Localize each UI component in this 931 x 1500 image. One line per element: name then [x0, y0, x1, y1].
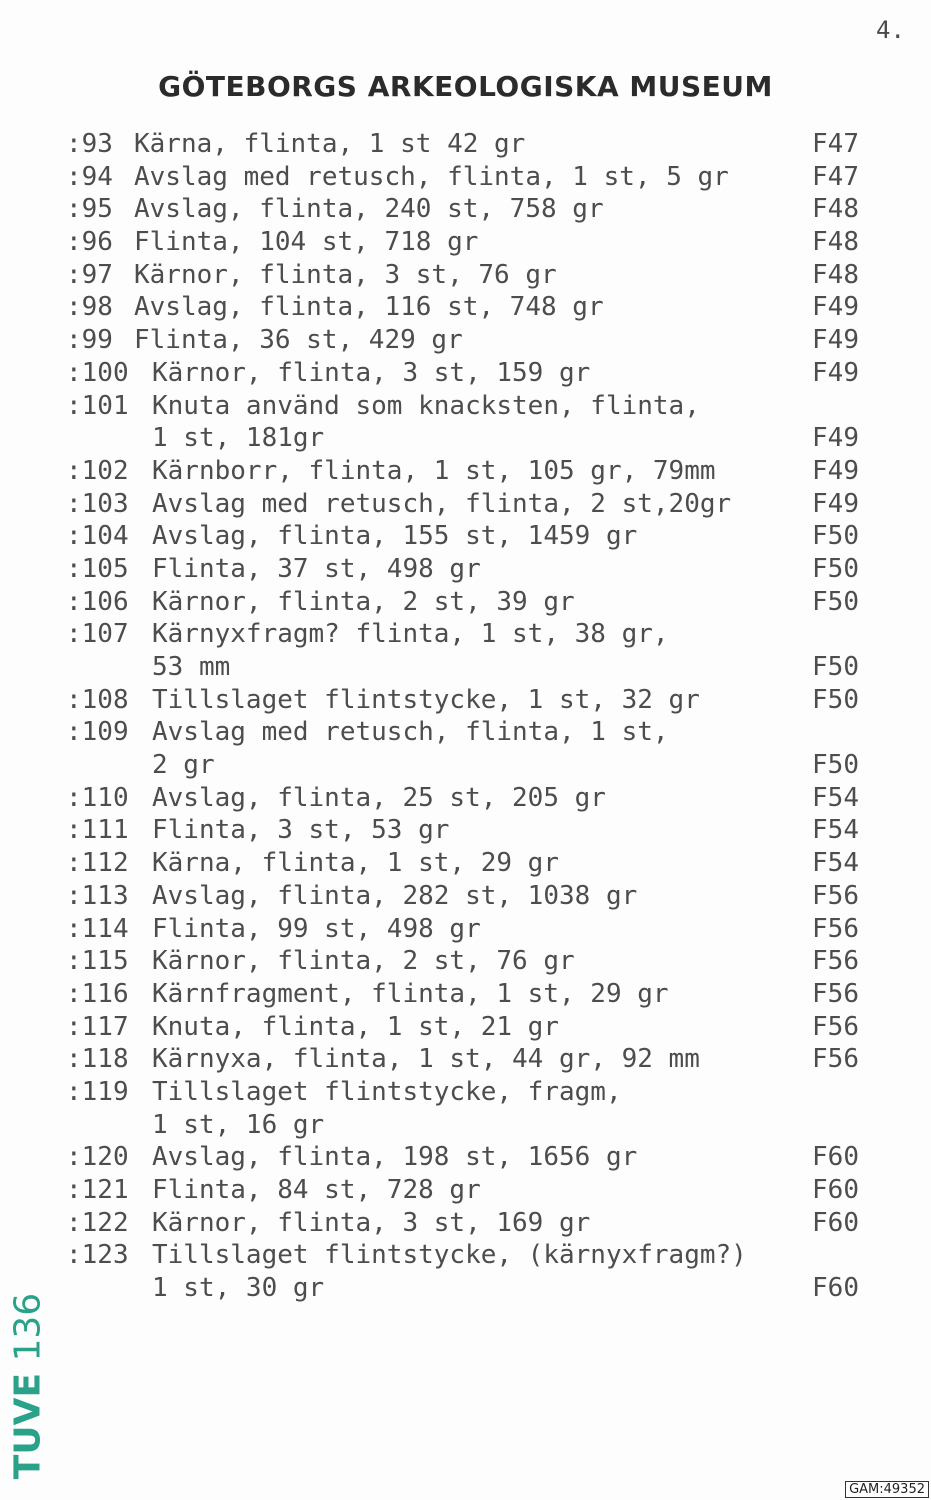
catalog-entry-line	[0, 128, 931, 161]
entry-number: :106	[66, 586, 129, 617]
entry-find-code: F60	[812, 1142, 859, 1173]
entry-description: Flinta, 36 st, 429 gr	[134, 325, 463, 356]
entry-description: Kärnfragment, flinta, 1 st, 29 gr	[152, 978, 669, 1009]
entry-find-code: F54	[812, 782, 859, 813]
stamp-prefix: TUVE	[7, 1372, 49, 1480]
entry-find-code: F60	[812, 1273, 859, 1304]
catalog-entry-line	[0, 455, 931, 488]
entry-find-code: F49	[812, 488, 859, 519]
catalog-entry-line	[0, 390, 931, 423]
catalog-entry-line	[0, 357, 931, 390]
catalog-entry-line	[0, 1141, 931, 1174]
entry-description: Kärnor, flinta, 2 st, 39 gr	[152, 586, 575, 617]
catalog-entry-line	[0, 226, 931, 259]
entry-description: Avslag, flinta, 198 st, 1656 gr	[152, 1142, 638, 1173]
catalog-entry-line	[0, 586, 931, 619]
entry-description: Kärnor, flinta, 3 st, 76 gr	[134, 259, 557, 290]
entry-find-code: F48	[812, 259, 859, 290]
catalog-entry-line	[0, 716, 931, 749]
entry-number: :97	[66, 259, 113, 290]
entry-number: :115	[66, 946, 129, 977]
catalog-entry-line	[0, 978, 931, 1011]
entry-number: :107	[66, 619, 129, 650]
entry-number: :101	[66, 390, 129, 421]
catalog-entry-line	[0, 814, 931, 847]
entry-number: :102	[66, 455, 129, 486]
entry-find-code: F50	[812, 750, 859, 781]
entry-description: Knuta använd som knacksten, flinta,	[152, 390, 700, 421]
entry-find-code: F49	[812, 357, 859, 388]
entry-description: Avslag med retusch, flinta, 1 st,	[152, 717, 669, 748]
catalog-entry-line	[0, 488, 931, 521]
entry-number: :122	[66, 1207, 129, 1238]
catalog-entry-line	[0, 913, 931, 946]
catalog-entry-line	[0, 1011, 931, 1044]
catalog-entry-continuation	[0, 749, 931, 782]
entry-number: :104	[66, 521, 129, 552]
entry-number: :98	[66, 292, 113, 323]
entry-description: 53 mm	[152, 652, 231, 682]
catalog-entry-line	[0, 520, 931, 553]
entry-find-code: F56	[812, 1011, 859, 1042]
entry-find-code: F50	[812, 553, 859, 584]
entry-number: :93	[66, 129, 113, 159]
entry-description: Avslag, flinta, 282 st, 1038 gr	[152, 880, 638, 911]
entry-number: :108	[66, 684, 129, 715]
catalog-entry-line	[0, 324, 931, 357]
catalog-entry-line	[0, 193, 931, 226]
entry-description: Tillslaget flintstycke, (kärnyxfragm?)	[152, 1240, 747, 1271]
entry-find-code: F49	[812, 455, 859, 486]
entry-find-code: F47	[812, 161, 859, 192]
entry-find-code: F56	[812, 913, 859, 944]
entry-description: Tillslaget flintstycke, fragm,	[152, 1076, 622, 1107]
catalog-entry-line	[0, 1207, 931, 1240]
stamp-number: 136	[7, 1292, 49, 1362]
entry-description: Avslag, flinta, 116 st, 748 gr	[134, 292, 604, 323]
entry-description: Flinta, 104 st, 718 gr	[134, 227, 479, 258]
entry-description: Avslag med retusch, flinta, 2 st,20gr	[152, 488, 732, 519]
entry-description: Avslag med retusch, flinta, 1 st, 5 gr	[134, 161, 729, 192]
entry-number: :94	[66, 161, 113, 192]
entry-find-code: F48	[812, 194, 859, 225]
entry-description: Kärna, flinta, 1 st, 29 gr	[152, 848, 559, 879]
entry-find-code: F56	[812, 978, 859, 1009]
entry-number: :118	[66, 1044, 129, 1075]
catalog-entry-continuation	[0, 422, 931, 455]
catalog-entry-line	[0, 684, 931, 717]
catalog-entry-line	[0, 291, 931, 324]
catalog-entry-line	[0, 553, 931, 586]
entry-description: Flinta, 3 st, 53 gr	[152, 815, 450, 846]
page-number: 4.	[876, 16, 905, 44]
entry-number: :117	[66, 1011, 129, 1042]
entry-description: Avslag, flinta, 155 st, 1459 gr	[152, 521, 638, 552]
entry-find-code: F60	[812, 1175, 859, 1205]
entry-description: Kärnor, flinta, 3 st, 169 gr	[152, 1207, 591, 1238]
entry-find-code: F49	[812, 423, 859, 454]
entry-description: 2 gr	[152, 750, 215, 781]
catalog-entry-line	[0, 618, 931, 651]
entry-find-code: F50	[812, 586, 859, 617]
entry-description: 1 st, 16 gr	[152, 1109, 325, 1140]
catalog-entry-line	[0, 1076, 931, 1109]
entry-number: :100	[66, 357, 129, 388]
entry-find-code: F56	[812, 946, 859, 977]
catalog-entries	[0, 128, 931, 1305]
entry-find-code: F56	[812, 1044, 859, 1075]
entry-number: :109	[66, 717, 129, 748]
entry-find-code: F54	[812, 848, 859, 879]
entry-find-code: F49	[812, 325, 859, 356]
entry-find-code: F48	[812, 227, 859, 258]
entry-number: :95	[66, 194, 113, 225]
stamp-text	[8, 1293, 49, 1479]
entry-description: Flinta, 99 st, 498 gr	[152, 913, 481, 944]
entry-number: :123	[66, 1240, 129, 1271]
entry-description: Kärna, flinta, 1 st 42 gr	[134, 129, 526, 159]
entry-find-code: F47	[812, 129, 859, 159]
entry-description: Kärnyxfragm? flinta, 1 st, 38 gr,	[152, 619, 669, 650]
entry-find-code: F50	[812, 684, 859, 715]
catalog-entry-line	[0, 945, 931, 978]
entry-number: :121	[66, 1175, 129, 1205]
catalog-entry-continuation	[0, 1272, 931, 1305]
entry-description: Avslag, flinta, 25 st, 205 gr	[152, 782, 606, 813]
entry-find-code: F50	[812, 521, 859, 552]
entry-description: Kärnyxa, flinta, 1 st, 44 gr, 92 mm	[152, 1044, 700, 1075]
entry-number: :110	[66, 782, 129, 813]
entry-description: Kärnborr, flinta, 1 st, 105 gr, 79mm	[152, 455, 716, 486]
entry-number: :120	[66, 1142, 129, 1173]
entry-description: Knuta, flinta, 1 st, 21 gr	[152, 1011, 559, 1042]
catalog-entry-continuation	[0, 1109, 931, 1142]
entry-number: :116	[66, 978, 129, 1009]
catalog-entry-line	[0, 880, 931, 913]
entry-find-code: F60	[812, 1207, 859, 1238]
entry-find-code: F49	[812, 292, 859, 323]
catalog-entry-line	[0, 1174, 931, 1207]
entry-description: Avslag, flinta, 240 st, 758 gr	[134, 194, 604, 225]
catalog-entry-line	[0, 1239, 931, 1272]
page-title: GÖTEBORGS ARKEOLOGISKA MUSEUM	[158, 70, 773, 103]
entry-find-code: F54	[812, 815, 859, 846]
catalog-entry-line	[0, 782, 931, 815]
entry-number: :119	[66, 1076, 129, 1107]
entry-description: Flinta, 37 st, 498 gr	[152, 553, 481, 584]
entry-description: Kärnor, flinta, 2 st, 76 gr	[152, 946, 575, 977]
stamp	[6, 1292, 50, 1480]
catalog-entry-line	[0, 847, 931, 880]
entry-number: :105	[66, 553, 129, 584]
catalog-entry-line	[0, 161, 931, 194]
entry-number: :113	[66, 880, 129, 911]
entry-number: :111	[66, 815, 129, 846]
entry-description: Kärnor, flinta, 3 st, 159 gr	[152, 357, 591, 388]
catalog-entry-continuation	[0, 651, 931, 684]
entry-find-code: F56	[812, 880, 859, 911]
entry-description: Tillslaget flintstycke, 1 st, 32 gr	[152, 684, 700, 715]
entry-number: :112	[66, 848, 129, 879]
entry-number: :103	[66, 488, 129, 519]
reference-id: GAM:49352	[845, 1481, 929, 1498]
entry-description: 1 st, 181gr	[152, 423, 325, 454]
entry-number: :99	[66, 325, 113, 356]
catalog-entry-line	[0, 259, 931, 292]
entry-description: Flinta, 84 st, 728 gr	[152, 1175, 481, 1205]
entry-number: :96	[66, 227, 113, 258]
catalog-entry-line	[0, 1043, 931, 1076]
entry-find-code: F50	[812, 652, 859, 682]
entry-description: 1 st, 30 gr	[152, 1273, 325, 1304]
entry-number: :114	[66, 913, 129, 944]
